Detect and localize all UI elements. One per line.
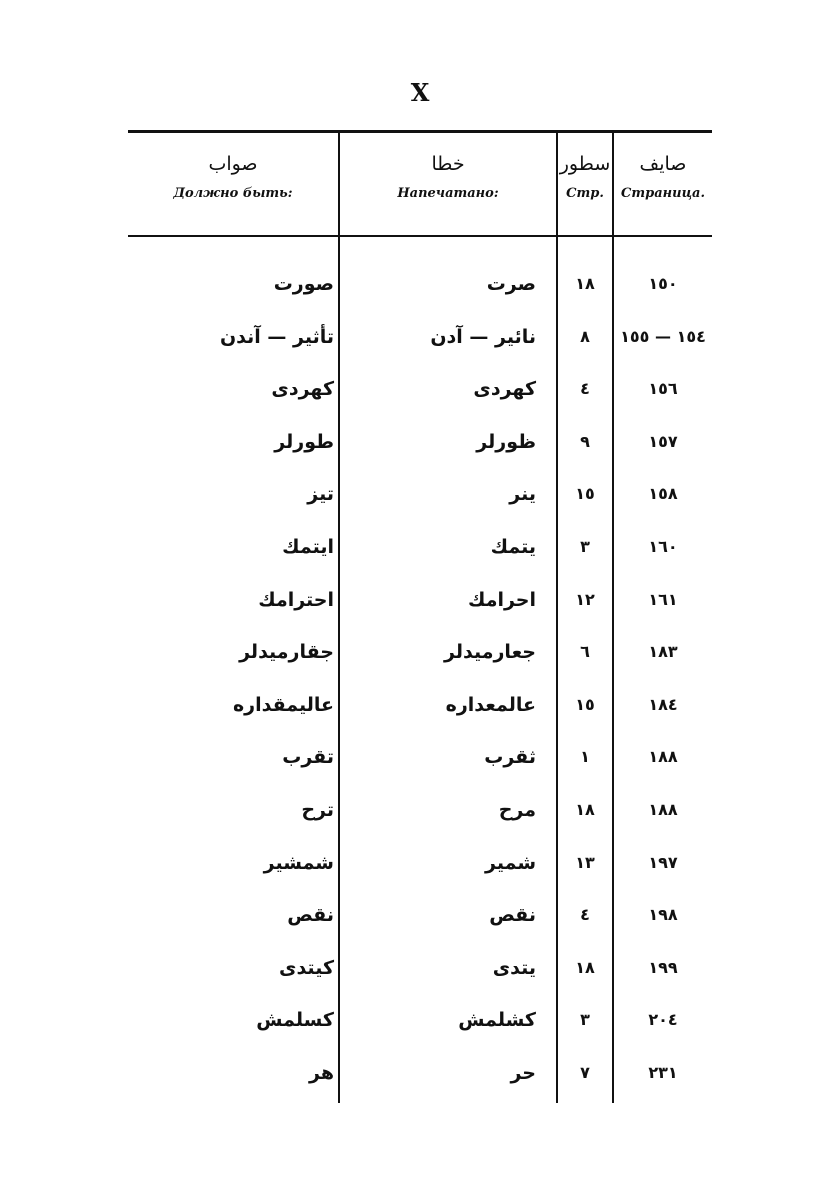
correct-cell: صورت [273, 273, 334, 295]
header-printed-arabic: خطا [431, 153, 465, 175]
correct-cell: تقرب [282, 746, 334, 769]
header-correct-arabic: صواب [208, 153, 258, 175]
printed-cell: حر [510, 1061, 536, 1084]
line-cell: ٣ [580, 1010, 590, 1030]
table-row [0, 416, 840, 469]
correct-cell: كسلمش [256, 1009, 334, 1032]
printed-cell: صرت [486, 273, 536, 295]
page-cell: ١٥٨ [648, 484, 678, 504]
correct-cell: كيتدى [279, 956, 334, 979]
line-cell: ١٥ [575, 484, 595, 504]
page-cell: ٢٠٤ [648, 1010, 678, 1030]
page-cell: ١٨٤ [648, 694, 678, 714]
table-row [0, 994, 840, 1047]
table-row [0, 363, 840, 416]
line-cell: ١٨ [575, 799, 595, 819]
printed-cell: نائير — آدن [430, 325, 536, 348]
line-cell: ١٣ [575, 852, 595, 872]
table-header-rule [128, 235, 712, 237]
line-cell: ٩ [580, 431, 590, 451]
correct-cell: هر [309, 1061, 334, 1084]
table-row [0, 258, 840, 311]
line-cell: ٧ [580, 1062, 590, 1082]
printed-cell: عالمعداره [445, 693, 536, 716]
line-cell: ١٥ [575, 694, 595, 714]
errata-rows [0, 258, 840, 1100]
page-cell: ١٦١ [648, 589, 678, 609]
page-cell: ٢٣١ [648, 1062, 678, 1082]
page-cell: ١٩٨ [648, 905, 678, 925]
table-row [0, 889, 840, 942]
line-cell: ١٢ [575, 589, 595, 609]
page-cell: ١٥٦ [648, 379, 678, 399]
table-row [0, 679, 840, 732]
page-number: X [410, 78, 430, 107]
line-cell: ٦ [580, 642, 590, 662]
page-cell: ١٥٠ [648, 274, 678, 293]
correct-cell: احترامك [258, 588, 334, 611]
table-row [0, 731, 840, 784]
table-row [0, 311, 840, 364]
printed-cell: يتدى [492, 956, 536, 979]
table-row [0, 468, 840, 521]
header-page-arabic: صايف [639, 153, 687, 175]
printed-cell: احرامك [468, 588, 536, 611]
header-correct [128, 150, 338, 201]
page-cell: ١٥٤ — ١٥٥ [620, 326, 706, 346]
header-correct-russian: Должно быть: [173, 186, 293, 201]
correct-cell: كهردى [271, 378, 334, 401]
table-row [0, 837, 840, 890]
page-cell: ١٥٧ [648, 431, 678, 451]
printed-cell: جعارميدلر [444, 641, 536, 664]
table-row [0, 574, 840, 627]
header-printed [340, 150, 556, 201]
line-cell: ٤ [580, 905, 590, 925]
header-page [614, 150, 712, 201]
header-printed-russian: Напечатано: [397, 186, 499, 201]
printed-cell: كشلمش [458, 1009, 536, 1032]
printed-cell: مرح [498, 798, 536, 821]
line-cell: ١٨ [575, 274, 595, 293]
correct-cell: تيز [307, 483, 334, 506]
printed-cell: كهردى [473, 378, 536, 401]
table-top-rule [128, 130, 712, 133]
page-cell: ١٨٨ [648, 747, 678, 767]
line-cell: ٣ [580, 536, 590, 556]
correct-cell: عاليمقداره [232, 693, 334, 716]
page-cell: ١٨٨ [648, 799, 678, 819]
page-cell: ١٦٠ [648, 536, 678, 556]
line-cell: ٨ [580, 326, 590, 346]
correct-cell: تأثير — آندن [219, 325, 334, 348]
printed-cell: شمير [485, 851, 536, 874]
correct-cell: ايتمك [282, 535, 334, 558]
table-row [0, 784, 840, 837]
line-cell: ١٨ [575, 957, 595, 977]
correct-cell: نقص [287, 904, 334, 927]
header-line [558, 150, 612, 201]
printed-cell: نقص [489, 904, 536, 927]
printed-cell: ينر [509, 483, 536, 506]
page-cell: ١٨٣ [648, 642, 678, 662]
header-line-russian: Стр. [566, 186, 604, 201]
table-row [0, 942, 840, 995]
table-row [0, 626, 840, 679]
line-cell: ٤ [580, 379, 590, 399]
correct-cell: جقارميدلر [239, 641, 334, 664]
page-cell: ١٩٧ [648, 852, 678, 872]
printed-cell: يتمك [490, 535, 536, 558]
table-row [0, 1047, 840, 1100]
correct-cell: طورلر [274, 430, 334, 453]
page-cell: ١٩٩ [648, 957, 678, 977]
correct-cell: ترح [301, 798, 334, 821]
header-page-russian: Страница. [621, 186, 705, 201]
correct-cell: شمشير [263, 851, 334, 874]
line-cell: ١ [580, 747, 590, 767]
printed-cell: ظورلر [476, 430, 536, 453]
printed-cell: ثقرب [484, 746, 536, 769]
header-line-arabic: سطور [559, 153, 611, 175]
table-row [0, 521, 840, 574]
